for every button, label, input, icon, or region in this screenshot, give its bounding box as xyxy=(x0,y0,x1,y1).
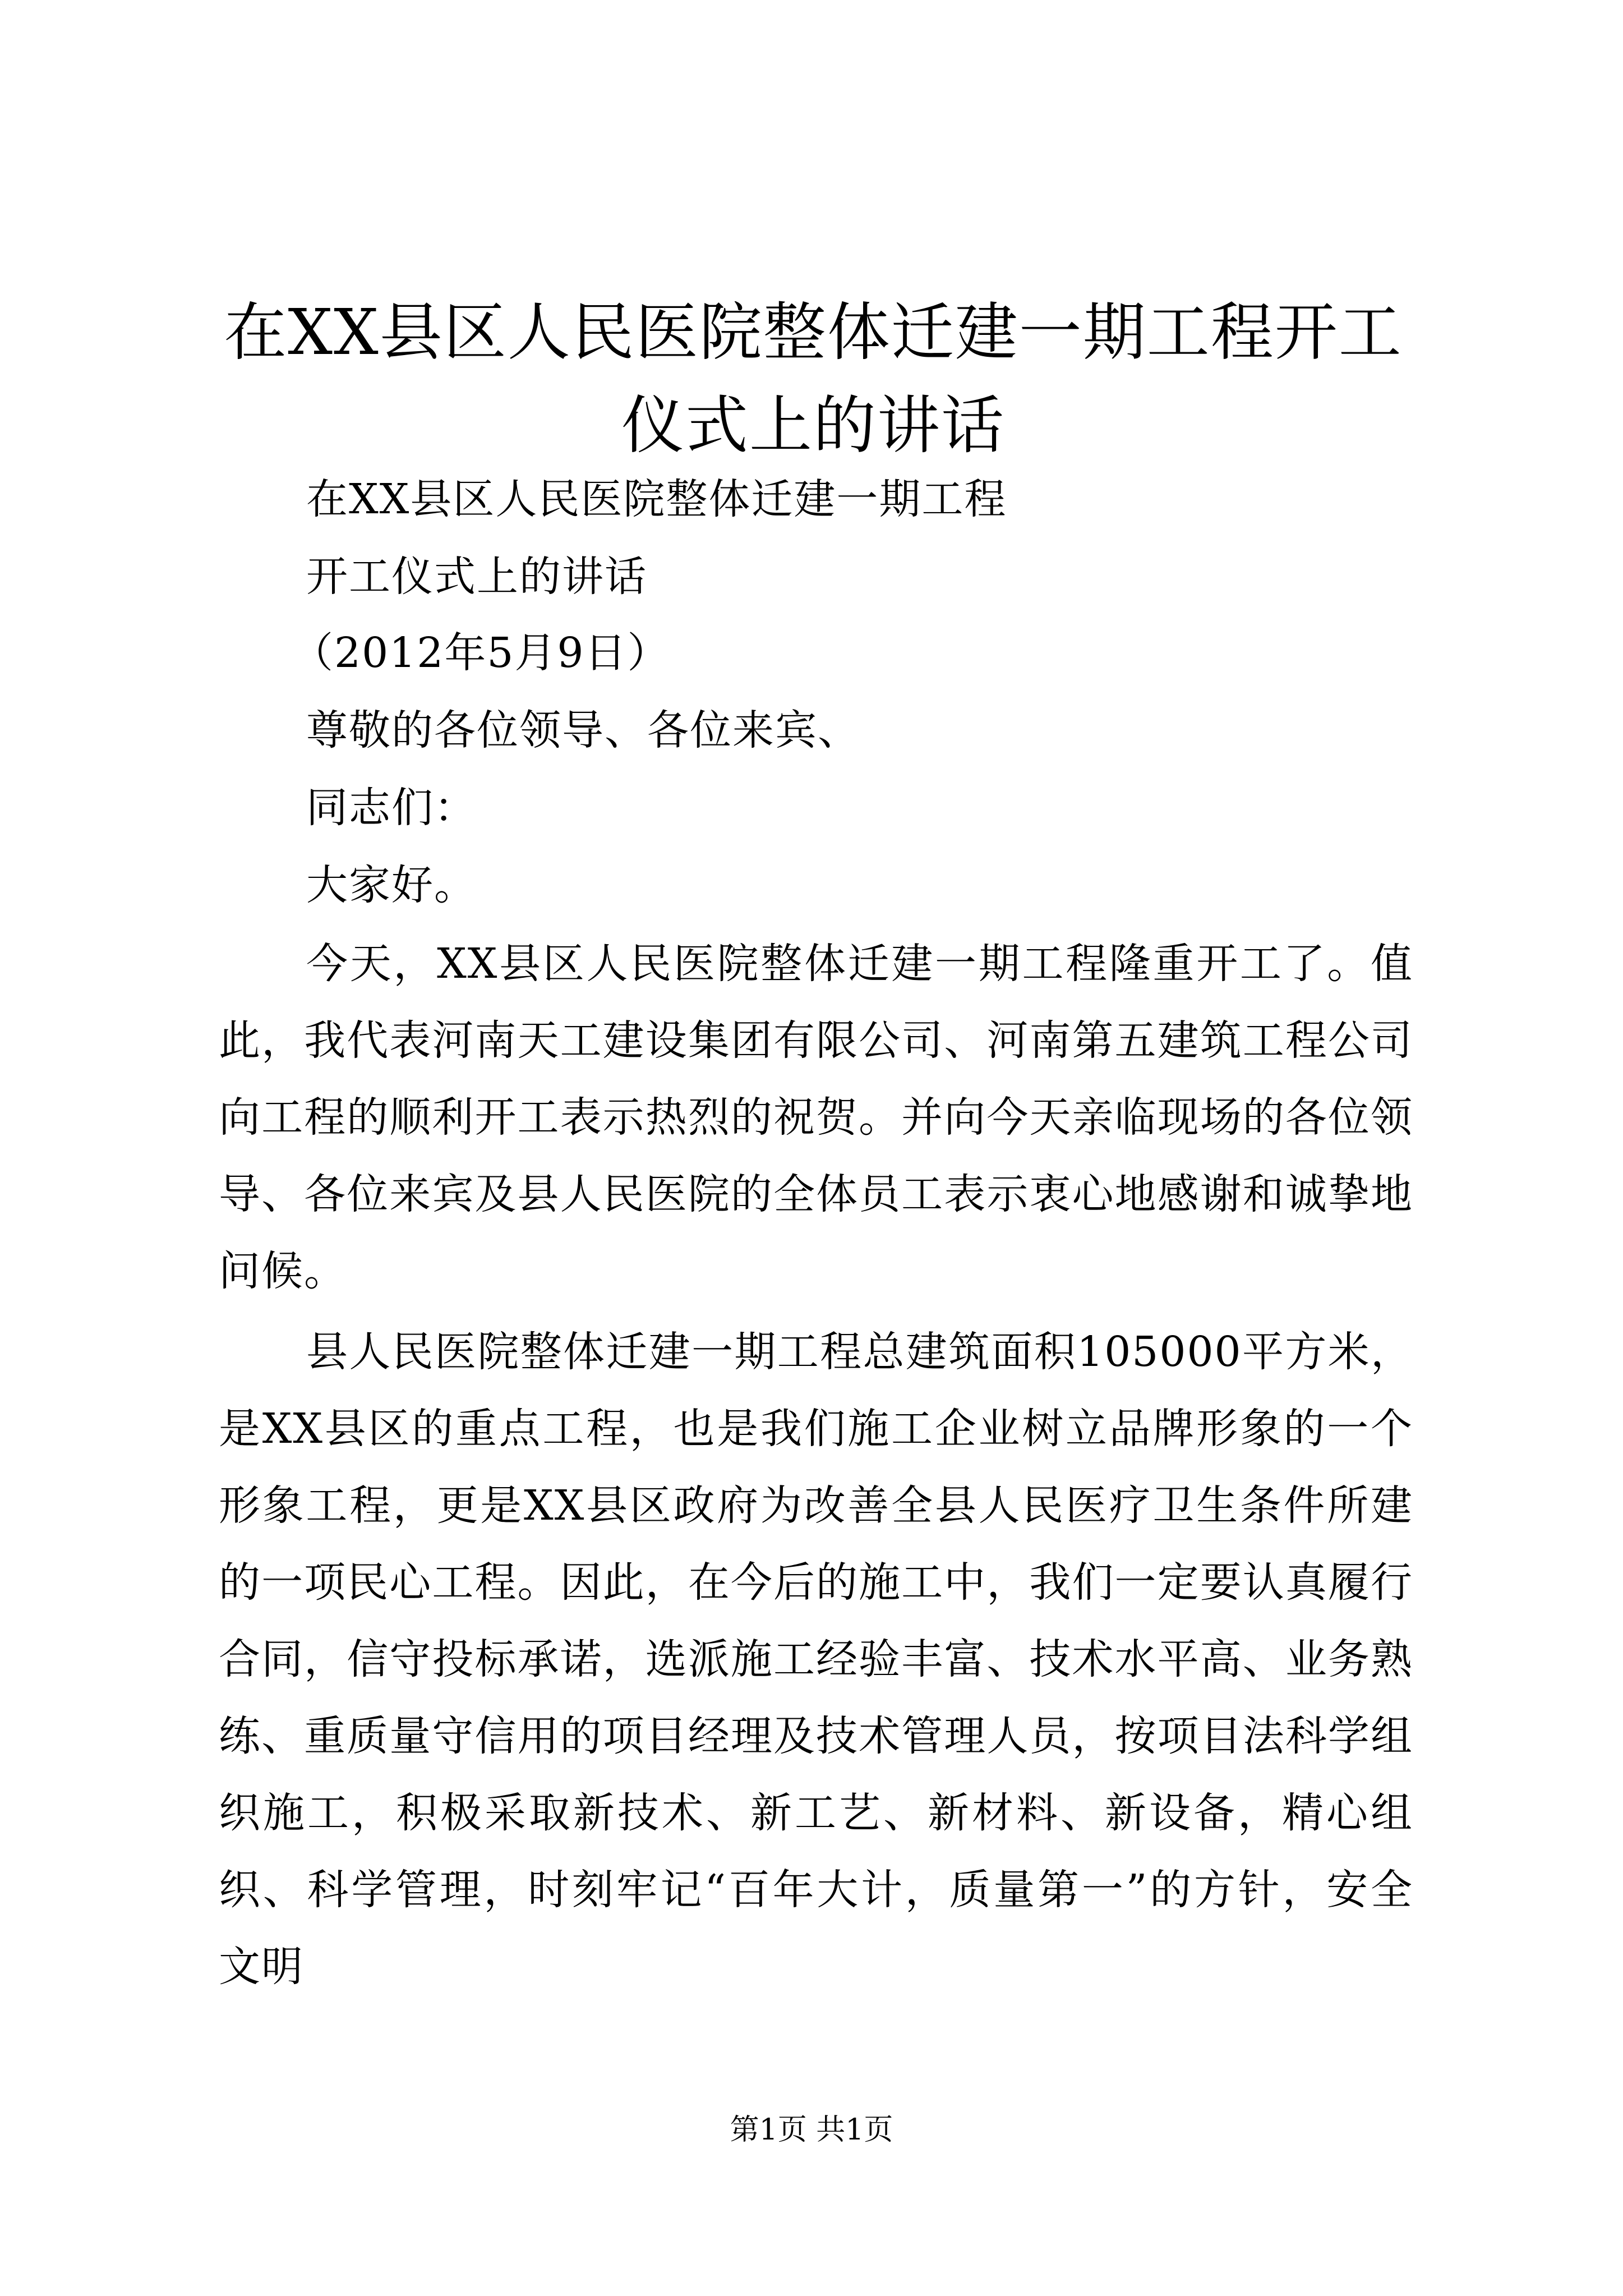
document-title: 在XX县区人民医院整体迁建一期工程开工仪式上的讲话 xyxy=(224,296,1403,462)
heading-line-2: 开工仪式上的讲话 xyxy=(306,553,647,601)
page-footer: 第1页 共1页 xyxy=(730,2113,893,2147)
speech-date: （2012年5月9日） xyxy=(292,629,670,677)
paragraph-project: 县人民医院整体迁建一期工程总建筑面积105000平方米，是XX县区的重点工程，也是我们施工企业树立品牌形象的一个形象工程，更是XX县区政府为改善全县人民医疗卫生条件所建的一项民心工程。因此，在今后的施工中，我们一定要认真履行合同，信守投标承诺，选派施工经验丰富、技术水平高、业务熟练、重质量守信用的项目经理及技术管理人员，按项目法科学组织施工，积极采取新技术、新工艺、新材料、新设备，精心组织、科学管理，时刻牢记“百年大计，质量第一”的方针，安全文明 xyxy=(219,1328,1413,1991)
salutation-line-2: 同志们： xyxy=(306,784,477,832)
greeting: 大家好。 xyxy=(306,861,477,909)
salutation-line-1: 尊敬的各位领导、各位来宾、 xyxy=(306,706,860,754)
paragraph-opening: 今天，XX县区人民医院整体迁建一期工程隆重开工了。值此，我代表河南天工建设集团有限公司、河南第五建筑工程公司向工程的顺利开工表示热烈的祝贺。并向今天亲临现场的各位领导、各位来宾及县人民医院的全体员工表示衷心地感谢和诚挚地问候。 xyxy=(219,940,1413,1295)
heading-line-1: 在XX县区人民医院整体迁建一期工程 xyxy=(306,475,1007,523)
